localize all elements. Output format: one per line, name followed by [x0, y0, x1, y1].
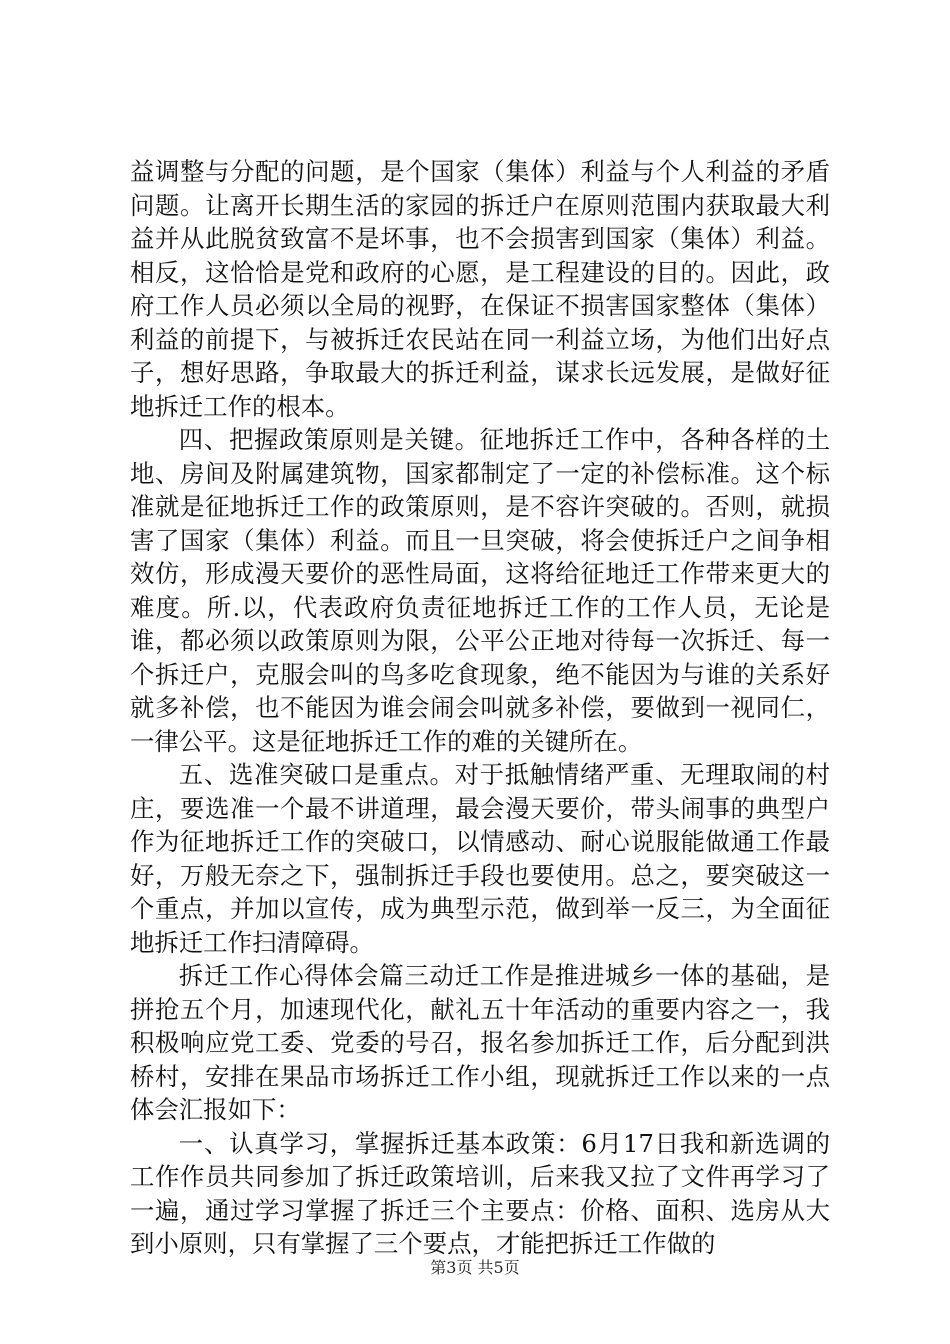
paragraph-breakthrough: 五、选准突破口是重点。对于抵触情绪严重、无理取闹的村庄，要选准一个最不讲道理，最会漫天要价，带头闹事的典型户作为征地拆迁工作的突破口，以情感动、耐心说服能做通工作最好，万般无奈之下，强制拆迁手段也要使用。总之，要突破这一个重点，并加以宣传，成为典型示范，做到举一反三，为全面征地拆迁工作扫清障碍。	[130, 760, 830, 957]
paragraph-study-policy: 一、认真学习，掌握拆迁基本政策：6月17日我和新选调的工作作员共同参加了拆迁政策培训，后来我又拉了文件再学习了一遍，通过学习掌握了拆迁三个主要点：价格、面积、选房从大到小原则，只有掌握了三个要点，才能把拆迁工作做的	[130, 1128, 830, 1258]
paragraph-continuation: 益调整与分配的问题，是个国家（集体）利益与个人利益的矛盾问题。让离开长期生活的家园的拆迁户在原则范围内获取最大利益并从此脱贫致富不是坏事，也不会损害到国家（集体）利益。相反，这恰恰是党和政府的心愿，是工程建设的目的。因此，政府工作人员必须以全局的视野，在保证不损害国家整体（集体）利益的前提下，与被拆迁农民站在同一利益立场，为他们出好点子，想好思路，争取最大的拆迁利益，谋求长远发展，是做好征地拆迁工作的根本。	[130, 157, 830, 421]
paragraph-policy-principle: 四、把握政策原则是关键。征地拆迁工作中，各种各样的土地、房间及附属建筑物，国家都制定了一定的补偿标准。这个标准就是征地拆迁工作的政策原则，是不容许突破的。否则，就损害了国家（集体）利益。而且一旦突破，将会使拆迁户之间争相效仿，形成漫天要价的恶性局面，这将给征地迁工作带来更大的难度。所.以，代表政府负责征地拆迁工作的工作人员，无论是谁，都必须以政策原则为限，公平公正地对待每一次拆迁、每一个拆迁户，克服会叫的鸟多吃食现象，绝不能因为与谁的关系好就多补偿，也不能因为谁会闹会叫就多补偿，要做到一视同仁，一律公平。这是征地拆迁工作的难的关键所在。	[130, 425, 830, 756]
paragraph-part-three-intro: 拆迁工作心得体会篇三动迁工作是推进城乡一体的基础，是拼抢五个月，加速现代化，献礼五十年活动的重要内容之一，我积极响应党工委、党委的号召，报名参加拆迁工作，后分配到洪桥村，安排在果品市场拆迁工作小组，现就拆迁工作以来的一点体会汇报如下：	[130, 961, 830, 1124]
page-footer: 第3页 共5页	[430, 1258, 520, 1277]
document-body	[130, 155, 830, 1261]
